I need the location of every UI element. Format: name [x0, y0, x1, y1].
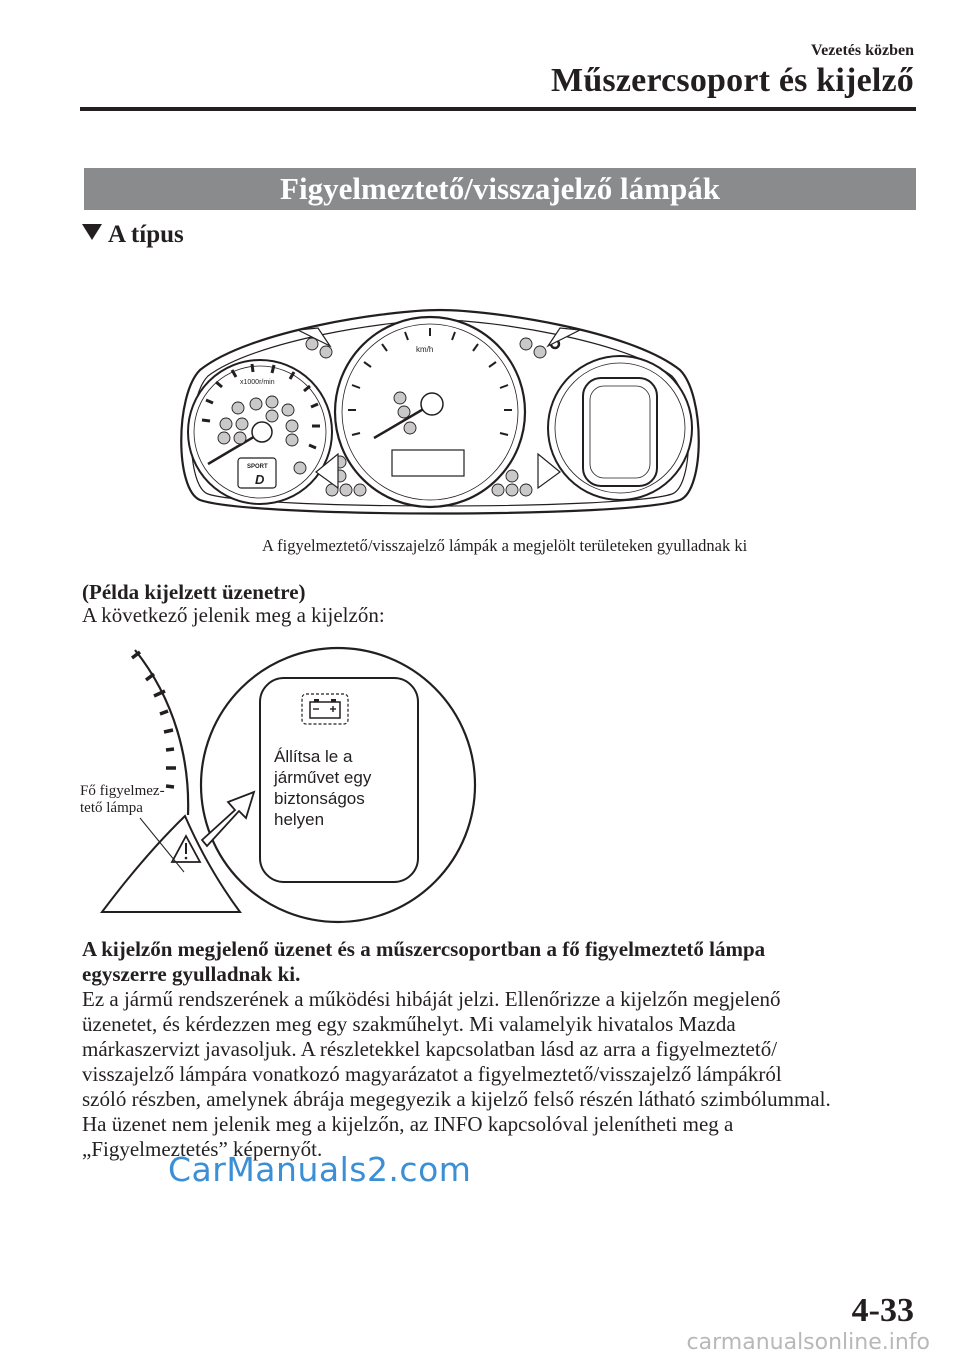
instrument-cluster-diagram — [160, 300, 720, 528]
chapter-label: Vezetés közben — [811, 42, 914, 59]
body-line: Ez a jármű rendszerének a működési hibáját jelzi. Ellenőrizze a kijelzőn megjelenő — [82, 987, 781, 1011]
example-text: A következő jelenik meg a kijelzőn: — [82, 603, 385, 627]
gear-indicator: D — [255, 472, 265, 487]
body-line: üzenetet, és kérdezzen meg egy szakműhelyt. Mi valamelyik hivatalos Mazda — [82, 1012, 736, 1036]
body-line: visszajelző lámpára vonatkozó magyarázatot a figyelmeztető/visszajelző lámpákról — [82, 1062, 782, 1086]
message-line-2: járművet egy — [274, 768, 372, 787]
header-divider — [80, 107, 916, 111]
body-line: „Figyelmeztetés” képernyőt. — [82, 1137, 323, 1161]
body-bold-paragraph — [82, 937, 922, 987]
body-line: márkaszervizt javasoljuk. A részletekkel kapcsolatban lásd az arra a figyelmeztető/ — [82, 1037, 778, 1061]
message-line-3: biztonságos — [274, 789, 365, 808]
message-line-4: helyen — [274, 810, 325, 829]
example-heading: (Példa kijelzett üzenetre) — [82, 580, 306, 604]
callout-line-2: tető lámpa — [80, 800, 143, 816]
subheading-label: A típus — [108, 221, 184, 248]
bold-line: egyszerre gyulladnak ki. — [82, 962, 301, 986]
page-number: 4-33 — [851, 1292, 914, 1329]
sport-mode-label: SPORT — [247, 464, 268, 470]
speedometer-unit-label: km/h — [416, 345, 434, 354]
figure1-caption: A figyelmeztető/visszajelző lámpák a megjelölt területeken gyulladnak ki — [262, 536, 748, 555]
site-watermark: carmanualsonline.info — [686, 1330, 930, 1355]
topic-banner: Figyelmeztető/visszajelző lámpák — [84, 168, 916, 210]
subheading — [82, 221, 184, 249]
message-line-1: Állítsa le a — [274, 747, 353, 766]
tachometer-unit-label: x1000r/min — [240, 379, 275, 386]
body-line: szóló részben, amelynek ábrája megegyezik a kijelző felső részén látható szimbólummal. — [82, 1087, 831, 1111]
bold-line: A kijelzőn megjelenő üzenet és a műszercsoportban a fő figyelmeztető lámpa — [82, 937, 766, 961]
callout-line-1: Fő figyelmez- — [80, 783, 165, 799]
triangle-bullet-icon — [82, 224, 102, 240]
brand-watermark: CarManuals2.com — [168, 1150, 472, 1189]
body-line: Ha üzenet nem jelenik meg a kijelzőn, az INFO kapcsolóval jelenítheti meg a — [82, 1112, 734, 1136]
body-paragraph — [82, 987, 922, 1162]
display-message-diagram — [80, 640, 480, 930]
section-title: Műszercsoport és kijelző — [551, 62, 914, 99]
